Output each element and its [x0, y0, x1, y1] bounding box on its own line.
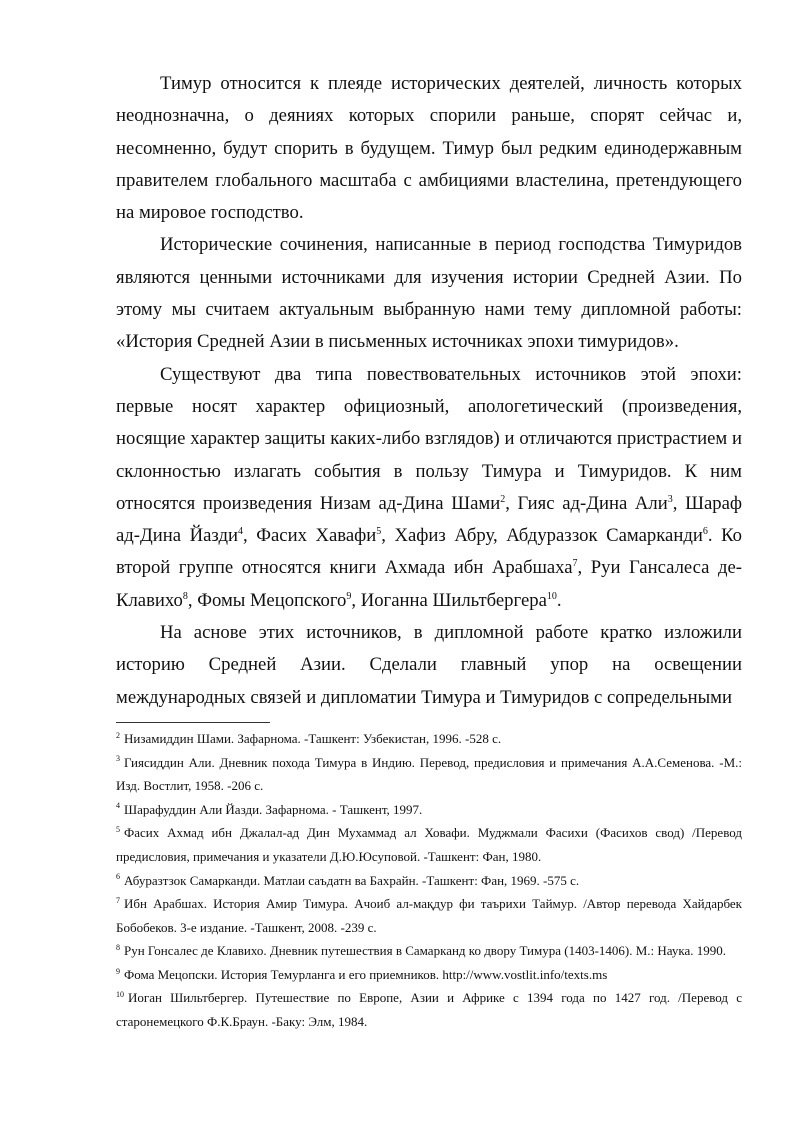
footnote-marker-8[interactable]: 8 [182, 590, 188, 602]
footnote [116, 986, 742, 1033]
footnote-number: 5 [116, 824, 120, 834]
footnote-marker-5[interactable]: 5 [376, 525, 382, 537]
footnote-text: Иоган Шильтбергер. Путешествие по Европе, Азии и Африке с 1394 года по 1427 год. /Перевод с старонемецкого Ф.К.Браун. -Баку: Элм, 1984. [116, 990, 742, 1030]
document-page [116, 68, 742, 1034]
footnote-marker-6[interactable]: 6 [702, 525, 708, 537]
footnote-marker-10[interactable]: 10 [546, 590, 557, 602]
footnote-number: 4 [116, 801, 120, 811]
paragraph-3-text: , Хафиз Абру, Абдураззок Самарканди [381, 525, 703, 547]
footnote-number: 6 [116, 872, 120, 882]
footnote-marker-9[interactable]: 9 [346, 590, 352, 602]
footnote-number: 10 [116, 990, 124, 1000]
footnote [116, 939, 742, 963]
footnote-number: 8 [116, 942, 120, 952]
footnote-text: Рун Гонсалес де Клавихо. Дневник путешествия в Самарканд ко двору Тимура (1403-1406). М.: Наука. 1990. [124, 943, 727, 959]
footnote-number: 7 [116, 895, 120, 905]
footnote-text: Ибн Арабшах. История Амир Тимура. Ачоиб ал-мақдур фи таърихи Таймур. /Автор перевода Хайдарбек Бобобеков. 3-е издание. -Ташкент, 2008. -239 с. [116, 896, 742, 935]
paragraph-3-text: , Руи Гансалеса де-Клавихо [116, 557, 742, 611]
footnote-marker-2[interactable]: 2 [500, 493, 506, 505]
paragraph-3-text: , Гияс ад-Дина Али [505, 492, 668, 514]
footnote-text: Абуразтзок Самарканди. Матлаи саъдатн ва Бахрайн. -Ташкент: Фан, 1969. -575 с. [124, 872, 580, 888]
footnote-marker-7[interactable]: 7 [572, 558, 578, 570]
paragraph-3-text: Существуют два типа повествовательных источников этой эпохи: первые носят характер официозный, апологетический (произведения, носящие характер защиты каких-либо взглядов) и отличаются пристрастием и склонностью излагать события в пользу Тимура и Тимуридов. К ним относятся произведения Низам ад-Дина Шами [116, 363, 742, 514]
footnote-text[interactable]: Фома Мецопски. История Темурланга и его приемников. http://www.vostlit.info/texts.ms [124, 966, 608, 982]
footnote-text: Гиясиддин Али. Дневник похода Тимура в Индию. Перевод, предисловия и примечания А.А.Семенова. -М.: Изд. Востлит, 1958. -206 с. [116, 754, 742, 794]
paragraph-3-text: . Ко второй группе относятся книги Ахмада ибн Арабшаха [116, 525, 742, 579]
footnote-text: Низамиддин Шами. Зафарнома. -Ташкент: Узбекистан, 1996. -528 с. [124, 730, 502, 746]
paragraph-3 [116, 359, 742, 617]
paragraph-3-text: , Фасих Хавафи [242, 525, 377, 547]
footnote-marker-3[interactable]: 3 [667, 493, 673, 505]
paragraph-2: Исторические сочинения, написанные в период господства Тимуридов являются ценными источниками для изучения истории Средней Азии. По этому мы считаем актуальным выбранную нами тему дипломной работы: «История Средней Азии в письменных источниках эпохи тимуридов». [116, 234, 742, 353]
footnote-number: 3 [116, 754, 120, 764]
footnote [116, 821, 742, 868]
footnote [116, 963, 742, 987]
footnote-number: 2 [116, 730, 120, 740]
paragraph-3-text: . [556, 589, 562, 611]
footnote [116, 798, 742, 822]
footnote-number: 9 [116, 966, 120, 976]
footnote [116, 892, 742, 939]
footnote-marker-4[interactable]: 4 [237, 525, 243, 537]
footnote-separator [116, 722, 270, 723]
paragraph-3-text: , Фомы Мецопского [187, 589, 347, 611]
footnotes [116, 727, 742, 1034]
paragraph-3-text: , Иоганна Шильтбергера [351, 589, 547, 611]
footnote-text: Фасих Ахмад ибн Джалал-ад Дин Мухаммад ал Ховафи. Муджмали Фасихи (Фасихов свод) /Перевод предисловия, примечания и указатели Д.Ю.Юсуповой. -Ташкент: Фан, 1980. [116, 825, 742, 864]
footnote-text: Шарафуддин Али Йазди. Зафарнома. - Ташкент, 1997. [124, 801, 423, 817]
paragraph-3-text: , Шараф ад-Дина Йазди [116, 492, 742, 547]
paragraph-4: На аснове этих источников, в дипломной работе кратко изложили историю Средней Азии. Сделали главный упор на освещении международных связей и дипломатии Тимура и Тимуридов с сопредельными [116, 622, 742, 708]
paragraph-1: Тимур относится к плеяде исторических деятелей, личность которых неоднозначна, о деяниях которых спорили раньше, спорят сейчас и, несомненно, будут спорить в будущем. Тимур был редким единодержавным правителем глобального масштаба с амбициями властелина, претендующего на мировое господство. [116, 73, 742, 224]
footnote [116, 869, 742, 893]
footnote [116, 727, 742, 751]
footnote [116, 751, 742, 798]
